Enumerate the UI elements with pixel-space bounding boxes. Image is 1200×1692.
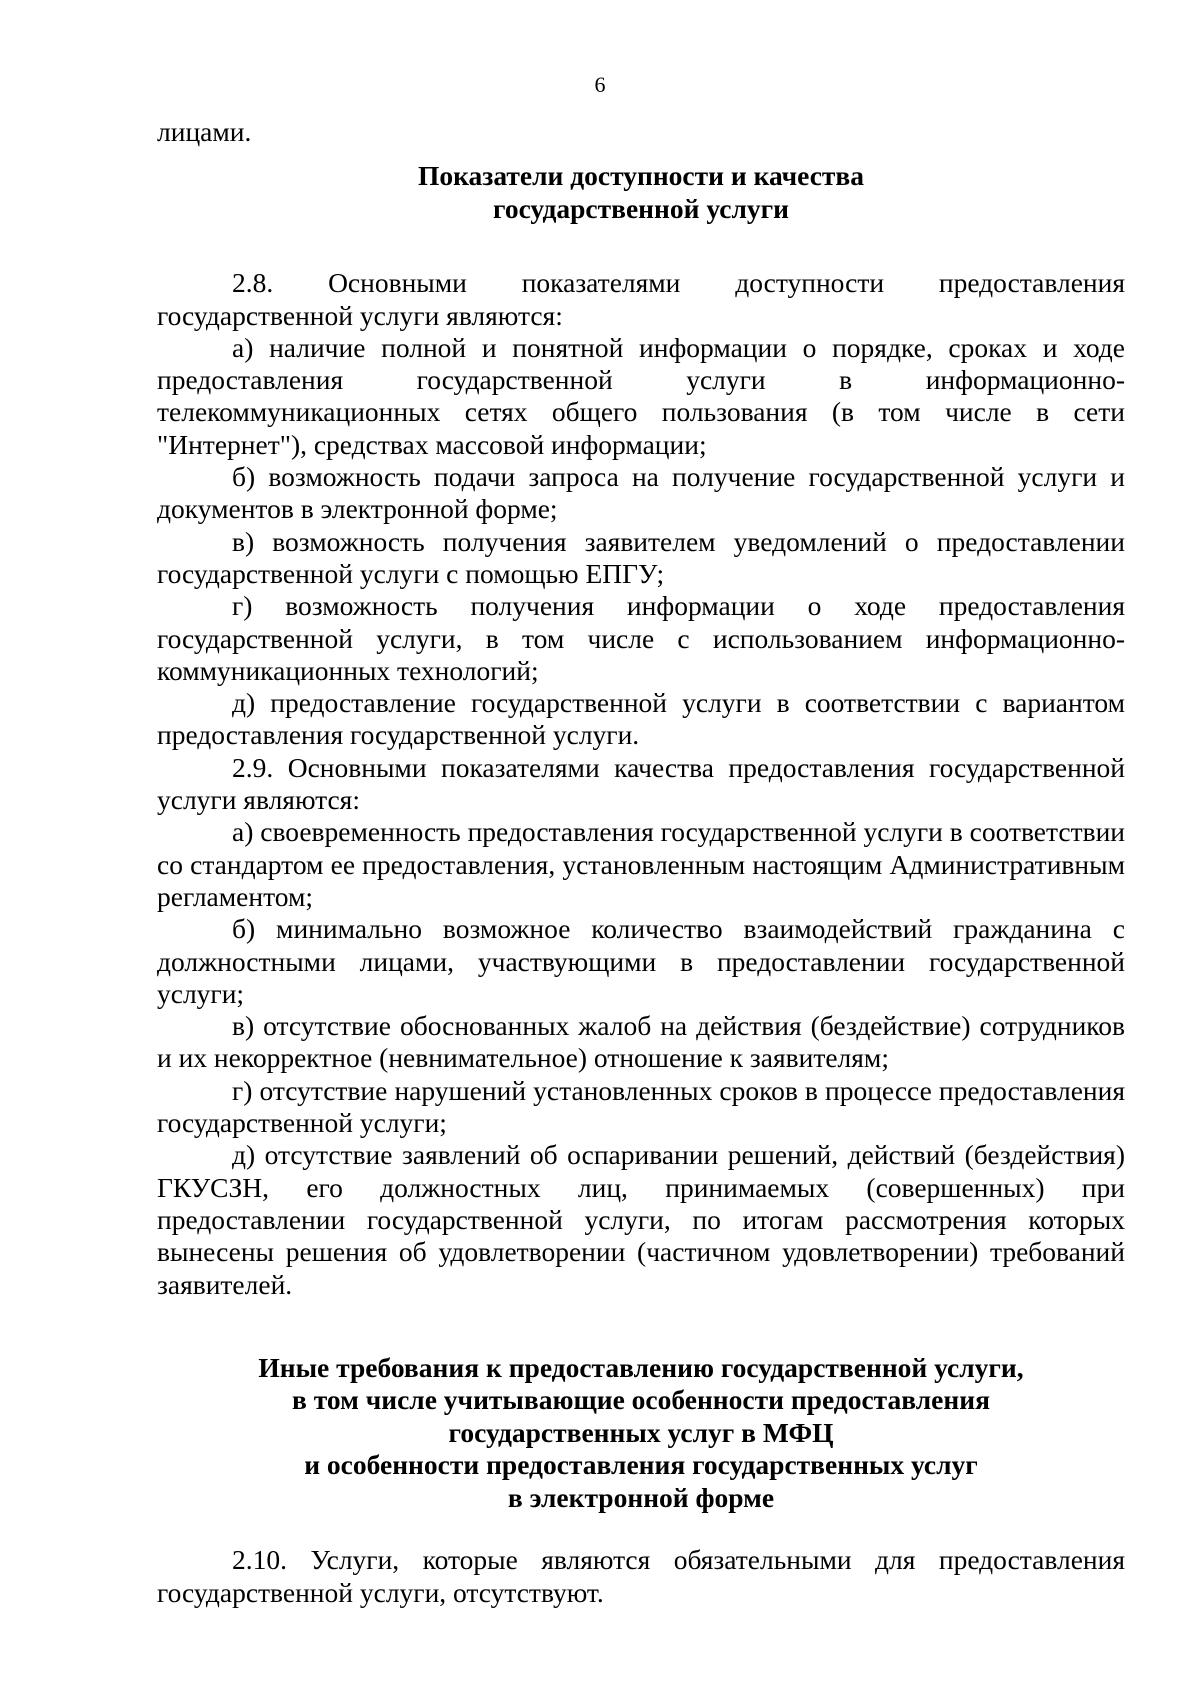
list-item-2-8-g: г) возможность получения информации о ходе предоставления государственной услуги, в том числе с использованием информационно-коммуникационных технологий; [157, 590, 1125, 686]
paragraph-2-9-intro: 2.9. Основными показателями качества предоставления государственной услуги являются: [157, 751, 1125, 816]
list-item-2-9-g: г) отсутствие нарушений установленных сроков в процессе предоставления государственной услуги; [157, 1074, 1125, 1139]
list-item-2-9-b: б) минимально возможное количество взаимодействий гражданина с должностными лицами, участвующими в предоставлении государственной услуги; [157, 913, 1125, 1009]
heading-other-requirements [157, 1352, 1125, 1515]
paragraph-2-10: 2.10. Услуги, которые являются обязательными для предоставления государственной услуги, отсутствуют. [157, 1544, 1125, 1608]
paragraph-2-8-intro: 2.8. Основными показателями доступности предоставления государственной услуги являются: [157, 267, 1125, 331]
heading-line: и особенности предоставления государственных услуг [304, 1449, 978, 1481]
list-item-2-8-b: б) возможность подачи запроса на получение государственной услуги и документов в электронной форме; [157, 461, 1125, 525]
page-number: 6 [594, 72, 606, 97]
heading-line: в том числе учитывающие особенности предоставления [292, 1384, 990, 1416]
document-body [157, 116, 1125, 1609]
list-item-2-8-a: а) наличие полной и понятной информации о порядке, сроках и ходе предоставления государственной услуги в информационно-телекоммуникационных сетях общего пользования (в том числе в сети "Интернет"), средствах массовой информации; [157, 331, 1125, 460]
list-item-2-8-v: в) возможность получения заявителем уведомлений о предоставлении государственной услуги с помощью ЕПГУ; [157, 525, 1125, 589]
list-item-2-9-a: а) своевременность предоставления государственной услуги в соответствии со стандартом ее предоставления, установленным настоящим Административным регламентом; [157, 816, 1126, 912]
heading-line: в электронной форме [507, 1481, 775, 1513]
heading-line: Иные требования к предоставлению государственной услуги, [258, 1351, 1024, 1383]
heading-line: Показатели доступности и качества [417, 160, 865, 192]
list-item-2-9-v: в) отсутствие обоснованных жалоб на действия (бездействие) сотрудников и их некорректное (невнимательное) отношение к заявителям; [157, 1010, 1125, 1074]
heading-line: государственной услуги [493, 192, 789, 224]
list-item-2-9-d: д) отсутствие заявлений об оспаривании решений, действий (бездействия) ГКУСЗН, его должностных лиц, принимаемых (совершенных) при предоставлении государственной услуги, по итогам рассмотрения которых вынесены решения об удовлетворении (частичном удовлетворении) требований заявителей. [157, 1139, 1125, 1300]
heading-availability-quality [157, 160, 1125, 225]
intro-fragment: лицами. [157, 116, 252, 147]
list-item-2-8-d: д) предоставление государственной услуги в соответствии с вариантом предоставления государственной услуги. [157, 687, 1125, 751]
heading-line: государственных услуг в МФЦ [448, 1416, 834, 1448]
